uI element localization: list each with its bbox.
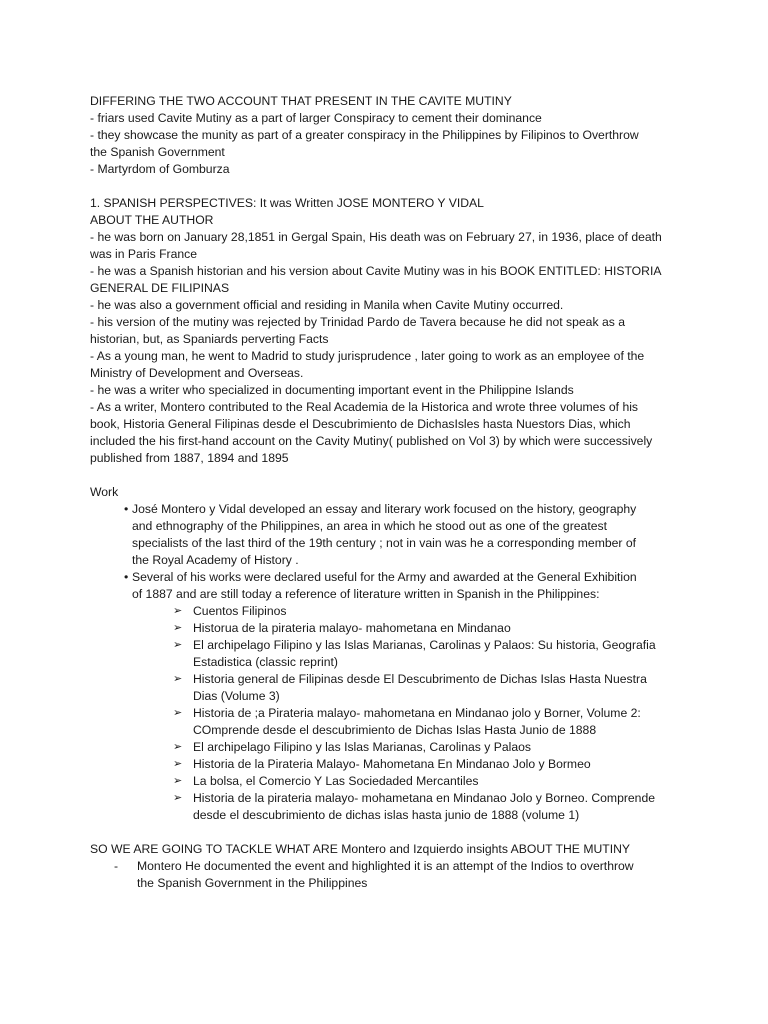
about-section xyxy=(90,229,690,467)
works-list-item-text: El archipelago Filipino y las Islas Marianas, Carolinas y Palaos: Su historia, Geografia xyxy=(193,638,656,652)
work-bullet-item xyxy=(90,569,690,603)
intro-line: - friars used Cavite Mutiny as a part of larger Conspiracy to cement their dominance xyxy=(90,111,542,125)
arrow-bullet-icon: ➢ xyxy=(173,775,183,787)
works-list-item-text: Historia de la Pirateria Malayo- Mahometana En Mindanao Jolo y Bormeo xyxy=(193,757,591,771)
about-line: - As a writer, Montero contributed to the Real Academia de la Historica and wrote three volumes of his xyxy=(90,400,639,414)
arrow-bullet-icon: ➢ xyxy=(173,622,183,634)
works-list-item-text: Historia de la pirateria malayo- mohametana en Mindanao Jolo y Borneo. Comprende xyxy=(193,791,656,805)
arrow-bullet-icon: ➢ xyxy=(173,741,183,753)
work-bullet-list xyxy=(90,501,690,603)
about-line: historian, but, as Spaniards perverting Facts xyxy=(90,332,329,346)
works-list-item-text: Historia de ;a Pirateria malayo- mahometana en Mindanao jolo y Borner, Volume 2: xyxy=(193,706,641,720)
work-title: Work xyxy=(90,485,119,499)
spacer xyxy=(90,467,690,484)
intro-line: the Spanish Government xyxy=(90,145,225,159)
intro-line: - Martyrdom of Gomburza xyxy=(90,162,230,176)
works-list-item-text: COmprende desde el descubrimiento de Dichas Islas Hasta Junio de 1888 xyxy=(193,723,597,737)
about-line: book, Historia General Filipinas desde el Descubrimiento de DichasIsles hasta Nuestors Dias, which xyxy=(90,417,631,431)
works-list-item xyxy=(90,739,690,756)
about-line: - he was also a government official and residing in Manila when Cavite Mutiny occurred. xyxy=(90,298,564,312)
works-list xyxy=(90,603,690,824)
works-list-item xyxy=(90,790,690,824)
work-bullet-item xyxy=(90,501,690,569)
about-line: - As a young man, he went to Madrid to study jurisprudence , later going to work as an employee of the xyxy=(90,349,645,363)
works-list-item xyxy=(90,705,690,739)
work-bullet-item-text: specialists of the last third of the 19th century ; not in vain was he a corresponding member of xyxy=(132,536,637,550)
works-list-item-text: Dias (Volume 3) xyxy=(193,689,280,703)
works-list-item-text: Historia general de Filipinas desde El Descubrimento de Dichas Islas Hasta Nuestra xyxy=(193,672,647,686)
spacer xyxy=(90,824,690,841)
about-line: - he was a Spanish historian and his version about Cavite Mutiny was in his BOOK ENTITLED: HISTORIA xyxy=(90,264,662,278)
tackle-item xyxy=(90,858,690,892)
tackle-list xyxy=(90,858,690,892)
bullet-marker: • xyxy=(124,570,129,584)
about-line: - his version of the mutiny was rejected by Trinidad Pardo de Tavera because he did not speak as a xyxy=(90,315,625,329)
arrow-bullet-icon: ➢ xyxy=(173,673,183,685)
work-bullet-item-text: the Royal Academy of History . xyxy=(132,553,299,567)
works-list-item-text: desde el descubrimiento de dichas islas hasta junio de 1888 (volume 1) xyxy=(193,808,580,822)
tackle-item-text: the Spanish Government in the Philippines xyxy=(137,876,368,890)
work-bullet-item-text: Several of his works were declared useful for the Army and awarded at the General Exhibition xyxy=(132,570,637,584)
works-list-item-text: Historua de la pirateria malayo- mahometana en Mindanao xyxy=(193,621,511,635)
about-line: was in Paris France xyxy=(90,247,198,261)
works-list-item xyxy=(90,620,690,637)
about-title: ABOUT THE AUTHOR xyxy=(90,213,214,227)
heading: DIFFERING THE TWO ACCOUNT THAT PRESENT IN THE CAVITE MUTINY xyxy=(90,94,512,108)
arrow-bullet-icon: ➢ xyxy=(173,639,183,651)
tackle-item-text: Montero He documented the event and highlighted it is an attempt of the Indios to overthrow xyxy=(137,859,634,873)
works-list-item-text: Cuentos Filipinos xyxy=(193,604,287,618)
arrow-bullet-icon: ➢ xyxy=(173,707,183,719)
works-list-item xyxy=(90,773,690,790)
work-bullet-item-text: and ethnography of the Philippines, an area in which he stood out as one of the greatest xyxy=(132,519,607,533)
about-line: included the his first-hand account on the Cavity Mutiny( published on Vol 3) by which were successively xyxy=(90,434,653,448)
dash-marker: - xyxy=(114,859,119,873)
section1-title: 1. SPANISH PERSPECTIVES: It was Written JOSE MONTERO Y VIDAL xyxy=(90,196,484,210)
about-line: - he was born on January 28,1851 in Gergal Spain, His death was on February 27, in 1936, place of death xyxy=(90,230,662,244)
about-line: GENERAL DE FILIPINAS xyxy=(90,281,230,295)
works-list-item xyxy=(90,756,690,773)
works-list-item-text: El archipelago Filipino y las Islas Marianas, Carolinas y Palaos xyxy=(193,740,532,754)
spacer xyxy=(90,178,690,195)
tackle-title: SO WE ARE GOING TO TACKLE WHAT ARE Montero and Izquierdo insights ABOUT THE MUTINY xyxy=(90,842,631,856)
work-bullet-item-text: José Montero y Vidal developed an essay and literary work focused on the history, geography xyxy=(132,502,637,516)
intro-section xyxy=(90,110,690,178)
works-list-item xyxy=(90,671,690,705)
about-line: - he was a writer who specialized in documenting important event in the Philippine Islands xyxy=(90,383,574,397)
works-list-item xyxy=(90,637,690,671)
work-bullet-item-text: of 1887 and are still today a reference of literature written in Spanish in the Philippines: xyxy=(132,587,600,601)
intro-line: - they showcase the munity as part of a greater conspiracy in the Philippines by Filipinos to Overthrow xyxy=(90,128,639,142)
works-list-item-text: La bolsa, el Comercio Y Las Sociedaded Mercantiles xyxy=(193,774,479,788)
works-list-item xyxy=(90,603,690,620)
arrow-bullet-icon: ➢ xyxy=(173,605,183,617)
bullet-marker: • xyxy=(124,502,129,516)
arrow-bullet-icon: ➢ xyxy=(173,758,183,770)
about-line: Ministry of Development and Overseas. xyxy=(90,366,304,380)
document-body xyxy=(90,93,690,892)
works-list-item-text: Estadistica (classic reprint) xyxy=(193,655,338,669)
about-line: published from 1887, 1894 and 1895 xyxy=(90,451,289,465)
arrow-bullet-icon: ➢ xyxy=(173,792,183,804)
